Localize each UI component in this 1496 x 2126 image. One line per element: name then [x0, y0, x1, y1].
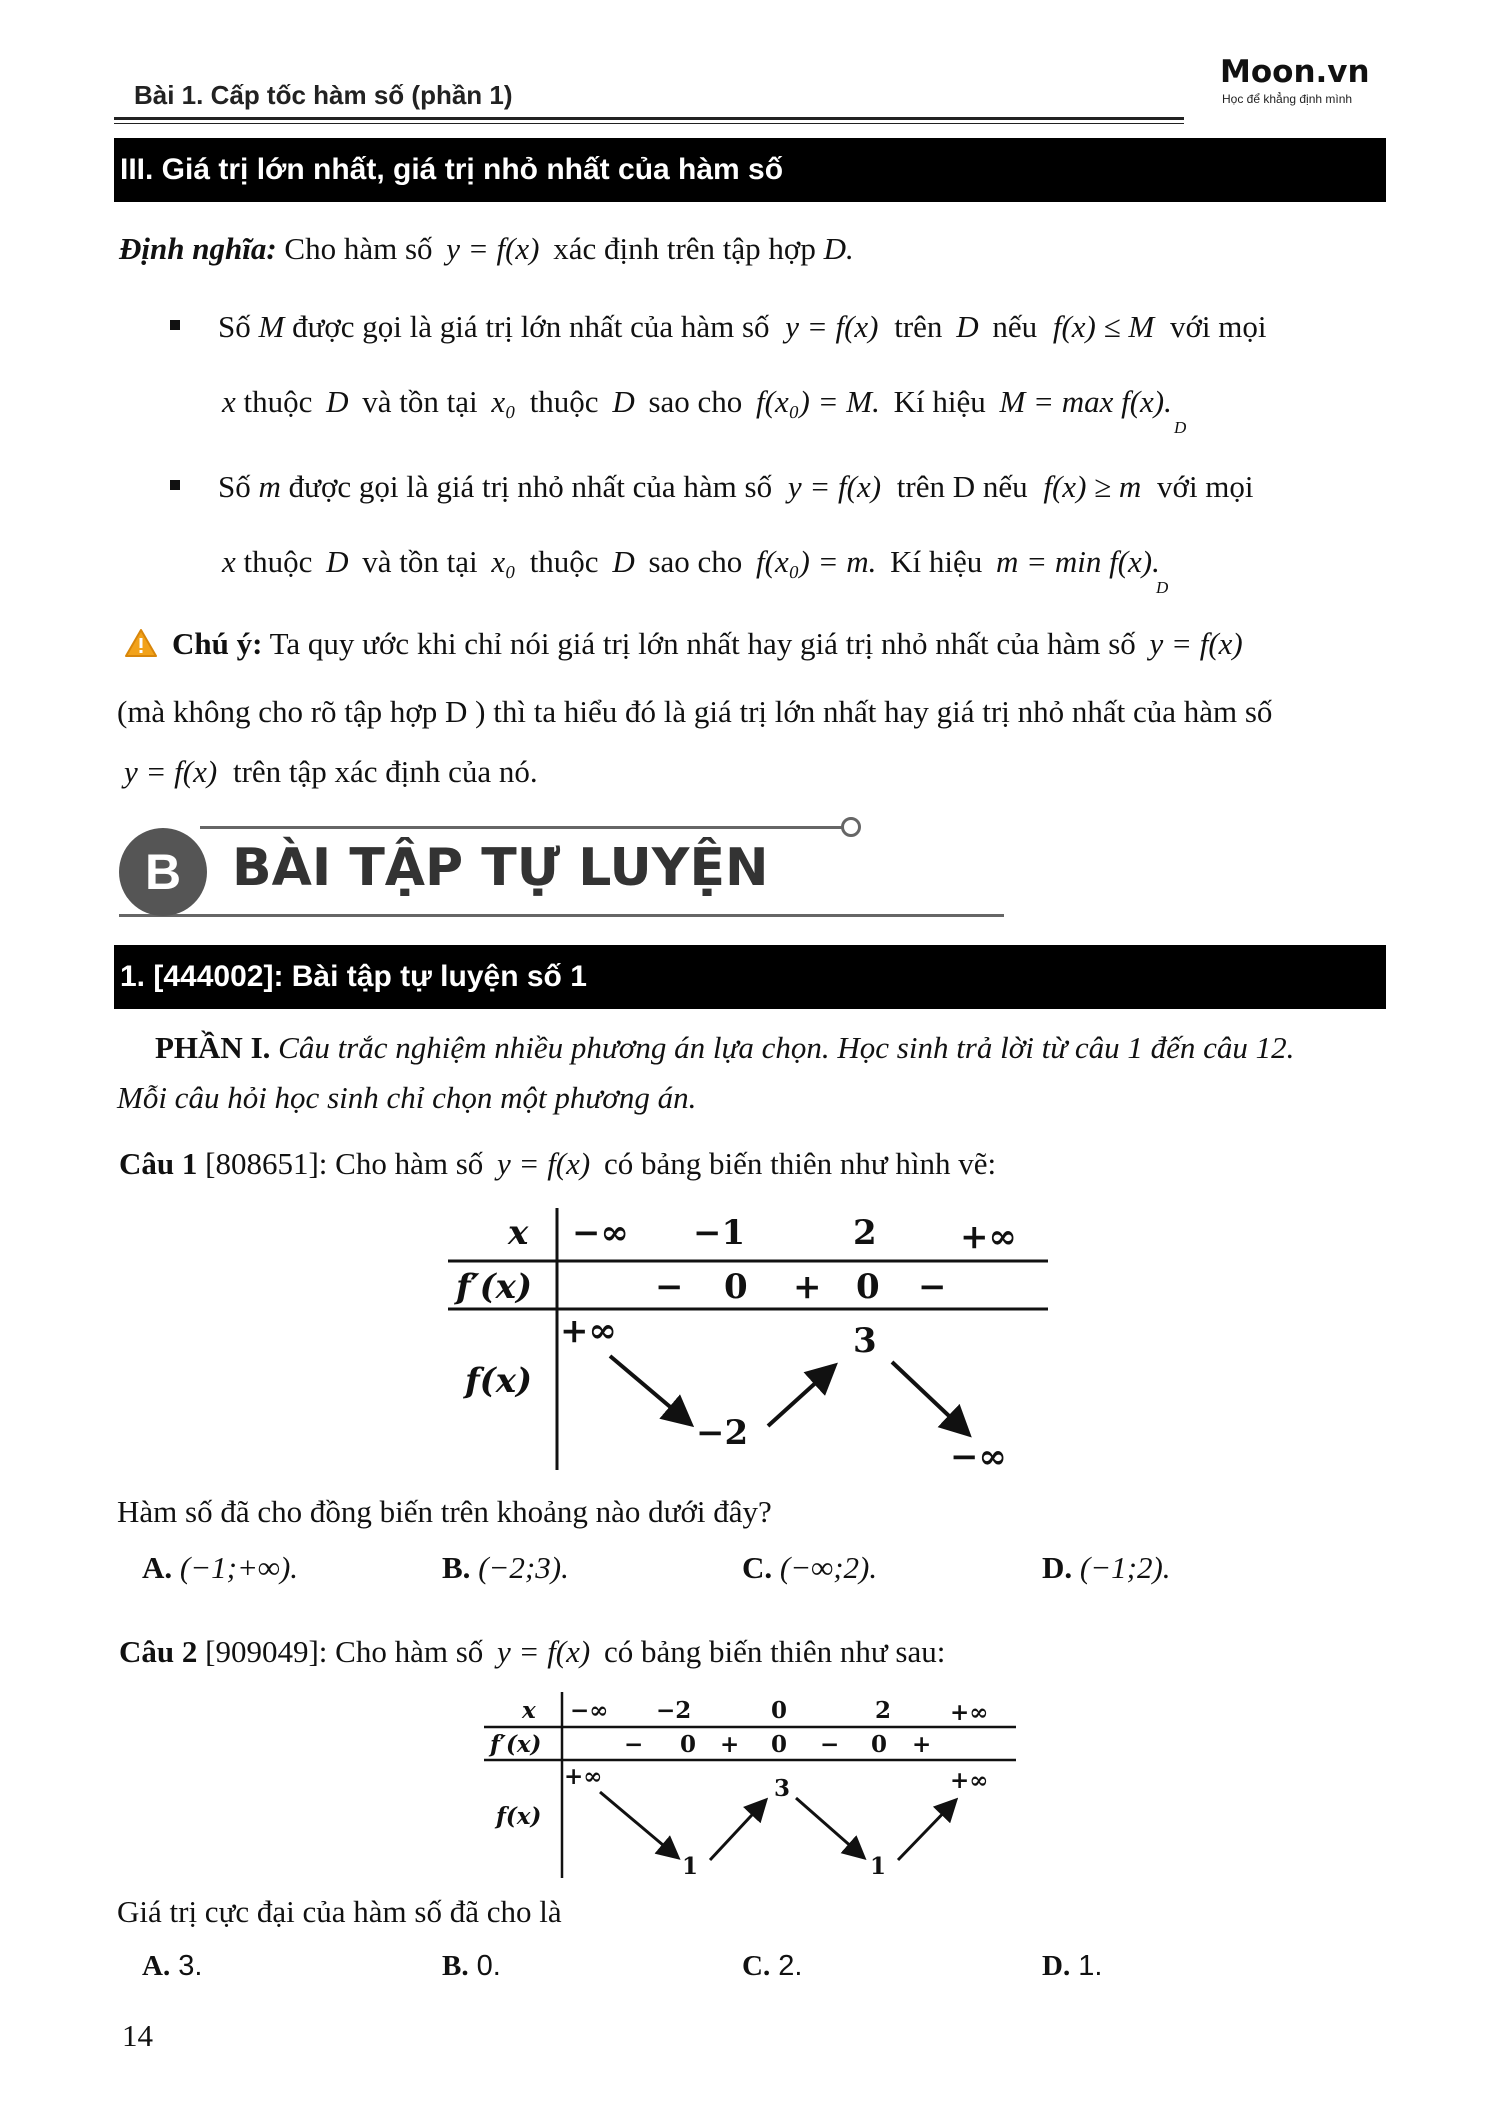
definition-line [119, 229, 854, 269]
q2-arrow-down [600, 1792, 676, 1856]
q1-sign: 0 [724, 1267, 748, 1307]
text: sao cho [648, 384, 743, 419]
answer-key: C. [742, 1550, 773, 1585]
q2-formula: y = f(x) [497, 1634, 591, 1669]
q2-answer-b[interactable] [442, 1950, 501, 1983]
text: với mọi [1157, 469, 1254, 504]
section-b-rule-dot [841, 817, 861, 837]
formula: f(x) ≤ M [1052, 309, 1155, 344]
q2-variation-table [484, 1692, 1024, 1884]
part-line2: Mỗi câu hỏi học sinh chỉ chọn một phương án. [117, 1080, 697, 1115]
answer-text: (−1;+∞). [179, 1550, 299, 1585]
var-M: M [258, 309, 285, 344]
q2-sign: + [720, 1731, 740, 1758]
q1-question: Hàm số đã cho đồng biến trên khoảng nào dưới đây? [117, 1494, 772, 1529]
text: thuộc [529, 384, 599, 419]
q1-f-label: f(x) [465, 1361, 533, 1401]
formula: f(x₀) = m. [756, 544, 877, 579]
text: và tồn tại [362, 544, 478, 579]
q1-f-value: +∞ [560, 1311, 617, 1351]
page-number: 14 [122, 2018, 153, 2053]
var-x: x [222, 384, 236, 419]
q1-f-value: −∞ [950, 1437, 1007, 1477]
q2-answer-d[interactable] [1042, 1950, 1102, 1983]
q1-x-value: −1 [693, 1213, 746, 1253]
var-D: D [612, 544, 635, 579]
q2-rest: có bảng biến thiên như sau: [603, 1634, 946, 1669]
answer-text: 3. [178, 1950, 203, 1982]
formula: f(x) ≥ m [1043, 469, 1142, 504]
q1-label: Câu 1 [119, 1146, 198, 1181]
var-D: D [956, 309, 979, 344]
q2-answer-a[interactable] [142, 1950, 202, 1983]
q1-answer-c[interactable] [742, 1550, 877, 1586]
q2-arrow-up [710, 1802, 764, 1860]
q2-stem [119, 1632, 945, 1672]
answer-text: (−1;2). [1079, 1550, 1171, 1585]
text: thuộc [243, 384, 313, 419]
bullet-icon [170, 320, 180, 330]
answer-key: D. [1042, 1950, 1071, 1982]
definition-set: D. [823, 231, 854, 266]
text: được gọi là giá trị lớn nhất của hàm số [292, 309, 770, 344]
header-divider-thin [114, 123, 1184, 124]
formula: y = f(x) [787, 469, 882, 504]
min-subscript: D [1156, 578, 1169, 597]
answer-key: A. [142, 1550, 173, 1585]
note-formula: y = f(x) [1149, 626, 1243, 661]
text: và tồn tại [362, 384, 478, 419]
answer-key: A. [142, 1950, 171, 1982]
brand-tagline: Học để khẳng định mình [1222, 92, 1353, 106]
text: Kí hiệu [890, 544, 983, 579]
section-b-rule-bottom [119, 914, 1004, 917]
q2-f-value: 1 [870, 1853, 887, 1880]
q1-x-value: +∞ [960, 1217, 1017, 1257]
answer-key: B. [442, 1550, 471, 1585]
answer-text: (−2;3). [478, 1550, 569, 1585]
bullet2-line1 [218, 467, 1254, 507]
formula: f(x₀) = M. [756, 384, 880, 419]
answer-key: B. [442, 1950, 469, 1982]
q1-answer-a[interactable] [142, 1550, 298, 1586]
text: trên D nếu [896, 469, 1028, 504]
q2-code: [909049]: Cho hàm số [205, 1634, 484, 1669]
q2-x-value: −∞ [570, 1697, 609, 1724]
formula: y = f(x) [785, 309, 879, 344]
section-b-title: BÀI TẬP TỰ LUYỆN [232, 838, 769, 898]
q2-f-label: f(x) [496, 1803, 542, 1830]
definition-label: Định nghĩa: [119, 231, 277, 266]
q1-answer-d[interactable] [1042, 1550, 1171, 1586]
exercise-heading-bar: 1. [444002]: Bài tập tự luyện số 1 [114, 945, 1386, 1009]
bullet1-line2 [222, 382, 1172, 422]
text: Số [218, 469, 251, 504]
q1-stem [119, 1144, 996, 1184]
note-text: Ta quy ước khi chỉ nói giá trị lớn nhất hay giá trị nhỏ nhất của hàm số [269, 626, 1136, 661]
var-x0: x₀ [491, 544, 516, 579]
q1-sign: − [655, 1267, 684, 1307]
q1-f-value: 3 [853, 1321, 877, 1361]
note-text: trên tập xác định của nó. [232, 754, 538, 789]
formula-max: M = max f(x). [999, 384, 1172, 419]
definition-formula: y = f(x) [446, 231, 540, 266]
q2-f-value: 3 [774, 1775, 791, 1802]
var-D: D [326, 544, 349, 579]
answer-text: 1. [1078, 1950, 1103, 1982]
part-label: PHẦN I. [155, 1030, 271, 1065]
text: nếu [992, 309, 1038, 344]
q2-f-value: 1 [682, 1853, 699, 1880]
q2-x-value: 2 [875, 1697, 892, 1724]
var-x0: x₀ [491, 384, 516, 419]
brand-logo: Moon.vn [1220, 54, 1370, 90]
q2-sign: 0 [771, 1731, 788, 1758]
q1-sign: 0 [856, 1267, 880, 1307]
note-formula: y = f(x) [124, 754, 218, 789]
q2-x-value: −2 [656, 1697, 692, 1724]
note-label: Chú ý: [172, 626, 263, 661]
q2-sign: 0 [871, 1731, 888, 1758]
bullet-icon [170, 480, 180, 490]
var-x: x [222, 544, 236, 579]
text: Số [218, 309, 251, 344]
text: trên [894, 309, 943, 344]
q1-answer-b[interactable] [442, 1550, 569, 1586]
text: với mọi [1169, 309, 1267, 344]
answer-text: 2. [778, 1950, 803, 1982]
section-heading-bar: III. Giá trị lớn nhất, giá trị nhỏ nhất của hàm số [114, 138, 1386, 202]
section-b-badge: B [119, 828, 207, 916]
var-m: m [258, 469, 281, 504]
q1-arrow-up [768, 1368, 832, 1426]
q1-f-value: −2 [696, 1413, 749, 1453]
q1-rest: có bảng biến thiên như hình vẽ: [603, 1146, 997, 1181]
max-subscript: D [1174, 418, 1187, 437]
q2-x-value: +∞ [950, 1699, 989, 1726]
q2-arrow-down [796, 1798, 862, 1856]
q1-sign: + [793, 1267, 822, 1307]
q1-arrow-down [610, 1356, 688, 1422]
q1-arrow-down [892, 1362, 966, 1432]
answer-text: (−∞;2). [779, 1550, 878, 1585]
section-b-rule-top [200, 826, 845, 829]
formula-min: m = min f(x). [996, 544, 1160, 579]
q1-x-value: −∞ [572, 1213, 629, 1253]
note-line1 [172, 624, 1243, 664]
text: thuộc [243, 544, 313, 579]
q2-sign: − [624, 1731, 644, 1758]
q1-sign: − [918, 1267, 947, 1307]
answer-key: C. [742, 1950, 771, 1982]
q2-answer-c[interactable] [742, 1950, 802, 1983]
answer-key: D. [1042, 1550, 1073, 1585]
q1-code: [808651]: Cho hàm số [205, 1146, 484, 1181]
q2-arrow-up [898, 1802, 954, 1860]
warning-icon [124, 628, 158, 658]
text: thuộc [529, 544, 599, 579]
q2-x-label: x [522, 1697, 536, 1724]
answer-text: 0. [476, 1950, 501, 1982]
note-line2: (mà không cho rõ tập hợp D ) thì ta hiểu đó là giá trị lớn nhất hay giá trị nhỏ nhất của hàm số [117, 694, 1273, 729]
q2-sign: + [912, 1731, 932, 1758]
q2-f-value: +∞ [950, 1767, 989, 1794]
text: được gọi là giá trị nhỏ nhất của hàm số [288, 469, 773, 504]
header-divider [114, 117, 1184, 120]
lesson-title: Bài 1. Cấp tốc hàm số (phần 1) [134, 80, 513, 110]
q1-fp-label: f′(x) [456, 1267, 533, 1307]
part-text: Câu trắc nghiệm nhiều phương án lựa chọn. Học sinh trả lời từ câu 1 đến câu 12. [278, 1030, 1295, 1065]
q2-fp-label: f′(x) [490, 1731, 542, 1758]
definition-text-a: Cho hàm số [284, 231, 433, 266]
q1-x-label: x [508, 1213, 529, 1253]
definition-text-b: xác định trên tập hợp [553, 231, 816, 266]
q2-sign: 0 [680, 1731, 697, 1758]
q2-sign: − [820, 1731, 840, 1758]
var-D: D [612, 384, 635, 419]
q1-x-value: 2 [853, 1213, 877, 1253]
q2-f-value: +∞ [564, 1763, 603, 1790]
q1-variation-table [448, 1208, 1058, 1480]
q2-question: Giá trị cực đại của hàm số đã cho là [117, 1894, 562, 1929]
bullet1-line1 [218, 307, 1266, 347]
note-line3 [124, 752, 538, 792]
text: Kí hiệu [893, 384, 986, 419]
q2-label: Câu 2 [119, 1634, 198, 1669]
var-D: D [326, 384, 349, 419]
q2-x-value: 0 [771, 1697, 788, 1724]
bullet2-line2 [222, 542, 1160, 582]
text: sao cho [648, 544, 743, 579]
q1-formula: y = f(x) [497, 1146, 591, 1181]
part-line1 [155, 1028, 1294, 1068]
